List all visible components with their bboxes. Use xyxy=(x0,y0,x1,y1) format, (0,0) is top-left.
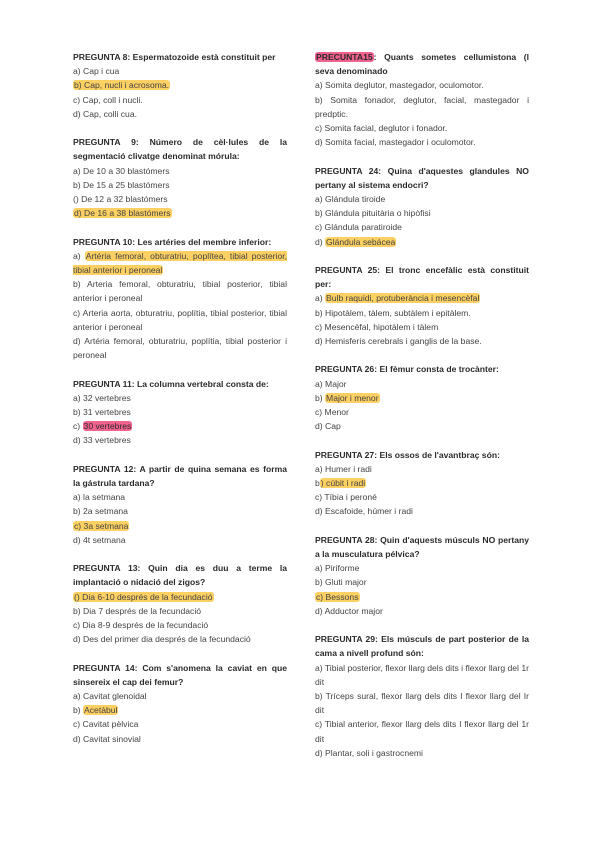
option-text: Mesencèfal, hipotàlem i tàlem xyxy=(324,321,439,332)
answer-option xyxy=(73,632,287,646)
option-text: Des del primer dia després de la fecundació xyxy=(83,634,251,645)
option-prefix: c) xyxy=(73,94,83,105)
option-text: Humer i radi xyxy=(325,463,372,474)
question-text: PREGUNTA 12: A partir de quina semana es forma la gástrula tardana? xyxy=(73,463,287,489)
option-text: Somita deglutor, mastegador, oculomotor. xyxy=(325,80,484,91)
question-title xyxy=(73,462,287,490)
answer-option xyxy=(73,391,287,405)
answer-option xyxy=(315,377,529,391)
option-prefix: c) xyxy=(73,719,83,730)
answer-option xyxy=(73,703,287,717)
option-prefix: d) xyxy=(73,534,84,545)
option-prefix: b) xyxy=(315,307,326,318)
question-text: PREGUNTA 8: Espermatozoide està constituit per xyxy=(73,52,276,62)
answer-option xyxy=(73,277,287,305)
answer-option xyxy=(315,689,529,717)
question-title xyxy=(73,377,287,391)
question-text: PREGUNTA 29: Els músculs de part posterior de la cama a nivell profund són: xyxy=(315,634,529,659)
answer-option xyxy=(315,206,529,220)
question-text: PREGUNTA 13: Quin dia es duu a terme la implantació o nidació del zigos? xyxy=(73,563,287,588)
left-column xyxy=(73,50,287,760)
option-prefix: c) xyxy=(74,520,84,531)
question-title xyxy=(73,661,287,689)
answer-option xyxy=(73,334,287,362)
option-text: Menor xyxy=(324,407,349,418)
highlighted-answer: Acetàbul xyxy=(84,705,118,716)
option-text: Somita facial, deglutor i fonador. xyxy=(324,123,448,134)
answer-option xyxy=(315,561,529,575)
option-text: Cavitat sinovial xyxy=(83,733,141,744)
option-prefix: d) xyxy=(74,208,85,219)
answer-option xyxy=(73,590,287,604)
highlighted-answer: 30 vertebres xyxy=(83,421,132,432)
option-prefix: d) xyxy=(315,605,325,616)
question-text: PREGUNTA 26: El fèmur consta de trocànter: xyxy=(315,364,499,375)
option-text: Somita fonador, deglutor, facial, mastegador i predptic. xyxy=(315,94,529,119)
option-prefix: c) xyxy=(73,307,83,318)
option-prefix: a) xyxy=(73,165,84,176)
question-title xyxy=(73,235,287,249)
option-prefix: () xyxy=(74,591,83,602)
question-block xyxy=(315,533,529,618)
highlighted-answer: Major i menor xyxy=(326,392,379,403)
answer-option xyxy=(315,320,529,334)
answer-option xyxy=(315,476,529,490)
highlighted-answer: Cap, nucli i acrosoma. xyxy=(84,80,170,91)
answer-option xyxy=(73,178,287,192)
option-text: Cavitat pèlvica xyxy=(82,719,139,730)
option-prefix: () xyxy=(73,194,82,205)
question-block xyxy=(73,661,287,746)
answer-option xyxy=(315,78,529,92)
answer-option xyxy=(315,220,529,234)
question-block xyxy=(73,135,287,220)
answer-highlight xyxy=(73,208,172,218)
option-text: Somita facial, mastegador i oculomotor. xyxy=(325,137,476,148)
option-text: Major xyxy=(325,378,347,389)
answer-option xyxy=(315,575,529,589)
question-text: PREGUNTA 27: Els ossos de l'avantbraç són: xyxy=(315,449,500,460)
option-prefix: d) xyxy=(315,506,326,517)
question-block xyxy=(73,462,287,547)
option-prefix: b) xyxy=(315,577,326,588)
option-text: Piriforme xyxy=(325,563,360,574)
question-block xyxy=(315,263,529,348)
option-text: Hemisferis cerebrals i ganglis de la base. xyxy=(325,336,482,347)
answer-option xyxy=(73,604,287,618)
answer-option xyxy=(73,689,287,703)
option-prefix: a) xyxy=(315,378,326,389)
option-text: De 10 a 30 blastómers xyxy=(83,165,170,176)
answer-option xyxy=(315,746,529,760)
highlighted-answer: 3a setmana xyxy=(83,520,129,531)
option-prefix: a) xyxy=(315,563,326,574)
answer-option xyxy=(73,533,287,547)
answer-highlight xyxy=(315,592,360,602)
answer-option xyxy=(315,235,529,249)
option-prefix: a) xyxy=(73,66,84,77)
option-prefix: c) xyxy=(73,421,83,432)
question-title xyxy=(315,632,529,660)
option-text: De 12 a 32 blastómers xyxy=(81,194,168,205)
option-text: Artéria femoral, obturatriu, poplítia, tibial posterior i peroneal xyxy=(73,336,287,361)
option-prefix: d) xyxy=(73,108,84,119)
option-prefix: b) xyxy=(74,80,85,91)
answer-option xyxy=(73,249,287,277)
answer-option xyxy=(315,135,529,149)
option-text: De 15 a 25 blastómers xyxy=(83,179,170,190)
option-prefix: a) xyxy=(315,463,326,474)
answer-option xyxy=(73,490,287,504)
option-text: Dia 8-9 després de la fecundació xyxy=(82,620,209,631)
question-block xyxy=(73,561,287,646)
option-text: Tíbia i peroné xyxy=(324,492,377,503)
answer-option xyxy=(315,504,529,518)
option-prefix: b) xyxy=(315,691,326,702)
option-text: Tríceps sural, flexor llarg dels dits I flexor llarg del Ir dit xyxy=(315,691,529,716)
option-prefix: c) xyxy=(315,222,325,233)
question-title xyxy=(315,448,529,462)
option-text: Tibial anterior, flexor llarg dels dits I flexor llarg del 1r dit xyxy=(315,719,529,744)
answer-option xyxy=(315,121,529,135)
option-text: Cap, colli cua. xyxy=(83,108,138,119)
answer-option xyxy=(73,405,287,419)
question-title xyxy=(73,135,287,163)
answer-option xyxy=(315,93,529,121)
option-text: Plantar, soli i gastrocnemi xyxy=(325,747,423,758)
option-prefix: b) xyxy=(73,506,84,517)
question-block xyxy=(315,362,529,433)
question-text: PREGUNTA 25: El tronc encefàlic està constituit per: xyxy=(315,265,529,290)
answer-option xyxy=(315,661,529,689)
question-title xyxy=(315,263,529,291)
option-text: Gluti major xyxy=(325,577,367,588)
question-text: PREGUNTA 11: La columna vertebral consta de: xyxy=(73,378,269,389)
highlighted-answer: Artéria femoral, obturatriu, poplítea, tibial posterior, tibial anterior i peroneal xyxy=(73,250,288,276)
answer-option xyxy=(73,107,287,121)
highlighted-answer: Dia 6-10 després de la fecundació xyxy=(82,591,213,602)
option-prefix: b) xyxy=(315,94,331,105)
answer-option xyxy=(73,164,287,178)
answer-option xyxy=(315,334,529,348)
option-prefix: d) xyxy=(315,747,326,758)
question-block xyxy=(73,235,287,363)
answer-option xyxy=(315,604,529,618)
question-block xyxy=(315,448,529,519)
option-text: Arteria femoral, obturatriu, tibial posterior, tibial anterior i peroneal xyxy=(73,279,287,304)
option-text: 33 vertebres xyxy=(83,435,131,446)
option-prefix: c) xyxy=(315,719,325,730)
option-text: Hipotàlem, tàlem, subtàlem i epitàlem. xyxy=(325,307,471,318)
question-title xyxy=(315,533,529,561)
answer-option xyxy=(315,462,529,476)
question-block xyxy=(315,632,529,760)
option-prefix: a) xyxy=(73,492,84,503)
option-prefix: d) xyxy=(73,336,85,347)
question-block xyxy=(315,50,529,149)
option-prefix: b) xyxy=(73,179,84,190)
option-text: Arteria aorta, obturatriu, poplítia, tibial posterior, tibial anterior i peroneal xyxy=(73,307,287,332)
option-prefix: c) xyxy=(315,321,325,332)
option-text: Cap xyxy=(325,421,341,432)
question-text: : Quants sometes cellumistona (l seva denominado xyxy=(315,52,529,77)
highlighted-answer: Bessons xyxy=(325,591,359,602)
option-prefix: d) xyxy=(73,733,84,744)
option-text: 4t setmana xyxy=(83,534,126,545)
option-text: Adductor major xyxy=(324,605,383,616)
option-prefix: a) xyxy=(315,662,325,673)
option-prefix: c) xyxy=(315,492,325,503)
question-number-highlight: PRECUNTA15 xyxy=(316,52,373,62)
option-prefix: b) xyxy=(73,407,84,418)
answer-option xyxy=(315,291,529,305)
answer-option xyxy=(315,391,529,405)
option-prefix: d) xyxy=(315,336,326,347)
option-text: 32 vertebres xyxy=(83,392,131,403)
question-text: PREGUNTA 28: Quin d'aquests músculs NO pertany a la musculatura pélvica? xyxy=(315,534,529,560)
question-text: PREGUNTA 14: Com s'anomena la caviat en que sinsereix el cap dei femur? xyxy=(73,662,287,687)
option-prefix: d) xyxy=(315,236,326,247)
option-prefix: a) xyxy=(315,194,326,205)
answer-option xyxy=(73,433,287,447)
answer-option xyxy=(73,64,287,78)
answer-option xyxy=(73,192,287,206)
answer-option xyxy=(315,192,529,206)
answer-option xyxy=(315,405,529,419)
highlighted-answer: Bulb raquidi, protuberància i mesencèfal xyxy=(326,293,480,304)
answer-option xyxy=(73,78,287,92)
option-prefix: a) xyxy=(73,691,84,702)
answer-option xyxy=(73,732,287,746)
option-prefix: c) xyxy=(73,620,83,631)
option-text: Tibial posterior, flexor llarg dels dits i flexor llarg del 1r dit xyxy=(315,662,529,687)
option-prefix: b) xyxy=(73,705,84,716)
option-text: Escafoide, húmer i radi xyxy=(325,506,413,517)
option-text: Cavitat glenoidal xyxy=(83,691,147,702)
option-text: Dia 7 després de la fecundació xyxy=(83,605,202,616)
option-text: 2a setmana xyxy=(83,506,128,517)
answer-option xyxy=(73,717,287,731)
answer-option xyxy=(315,490,529,504)
answer-option xyxy=(315,419,529,433)
option-prefix: a) xyxy=(315,293,326,304)
option-text: Glándula pituitària o hipòfisi xyxy=(325,208,431,219)
option-prefix: d) xyxy=(315,421,326,432)
option-prefix: d) xyxy=(73,634,84,645)
question-title xyxy=(315,50,529,78)
option-prefix: b) xyxy=(73,605,84,616)
question-block xyxy=(315,164,529,249)
answer-option xyxy=(73,93,287,107)
option-prefix: d) xyxy=(73,435,84,446)
answer-option xyxy=(73,419,287,433)
option-prefix: c) xyxy=(316,591,326,602)
highlighted-answer: Glándula sebácea xyxy=(326,236,396,247)
option-text: Glándula tiroide xyxy=(325,194,386,205)
option-prefix: a) xyxy=(315,80,326,91)
question-title xyxy=(315,164,529,192)
answer-option xyxy=(315,590,529,604)
option-prefix: c) xyxy=(315,123,325,134)
option-text: Cap i cua xyxy=(83,66,120,77)
highlighted-answer: De 16 a 38 blastómers xyxy=(84,208,171,219)
question-block xyxy=(73,50,287,121)
question-title xyxy=(73,50,287,64)
option-prefix: d) xyxy=(315,137,326,148)
option-text: la setmana xyxy=(83,492,126,503)
answer-highlight xyxy=(73,521,129,531)
option-prefix: b) xyxy=(73,279,88,290)
answer-option xyxy=(73,504,287,518)
option-prefix: a) xyxy=(73,392,84,403)
answer-option xyxy=(73,519,287,533)
answer-option xyxy=(73,618,287,632)
answer-highlight xyxy=(73,592,214,602)
option-text: Cap, coll i nucli. xyxy=(82,94,143,105)
option-prefix: b xyxy=(315,478,320,489)
answer-highlight xyxy=(73,80,170,90)
option-prefix: a) xyxy=(73,250,85,261)
answer-option xyxy=(315,717,529,745)
question-block xyxy=(73,377,287,448)
question-title xyxy=(73,561,287,589)
question-text: PREGUNTA 9: Número de cèl·lules de la segmentació clivatge denominat mórula: xyxy=(73,137,287,162)
right-column xyxy=(315,50,529,774)
option-prefix: b) xyxy=(315,208,326,219)
question-text: PREGUNTA 10: Les artéries del membre inferior: xyxy=(73,236,272,247)
option-text: Glándula paratiroide xyxy=(324,222,402,233)
question-title xyxy=(315,362,529,376)
answer-option xyxy=(315,306,529,320)
highlighted-answer: ) cúbit i radi xyxy=(320,478,366,489)
option-prefix: b) xyxy=(315,392,326,403)
answer-option xyxy=(73,206,287,220)
answer-option xyxy=(73,306,287,334)
question-text: PREGUNTA 24: Quina d'aquestes glandules NO pertany al sistema endocri? xyxy=(315,165,529,190)
option-prefix: c) xyxy=(315,407,325,418)
option-text: 31 vertebres xyxy=(83,407,131,418)
